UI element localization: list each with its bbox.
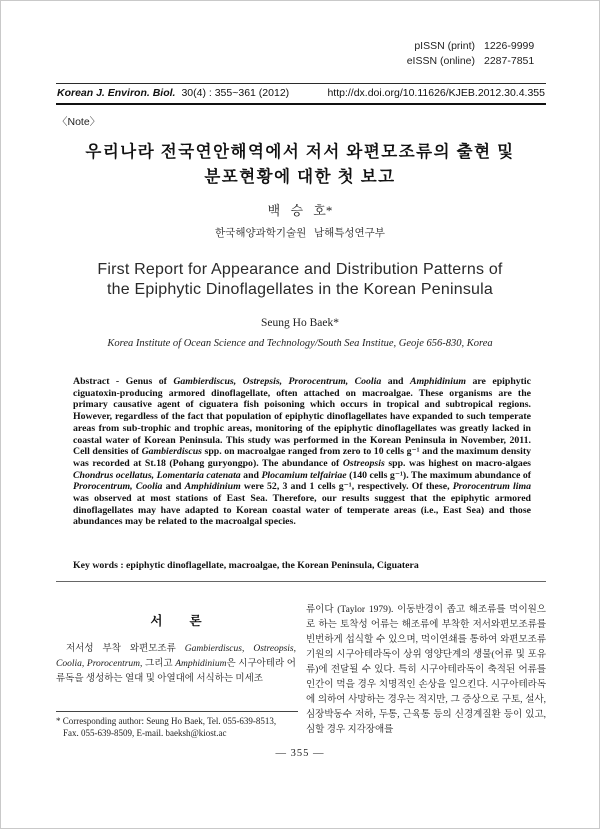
doi-text: http://dx.doi.org/10.11626/KJEB.2012.30.4.355 — [327, 87, 545, 99]
right-column — [306, 597, 546, 738]
korean-affiliation: 한국해양과학기술원 남해특성연구부 — [215, 228, 385, 239]
pissn-value: 1226-9999 — [484, 40, 535, 52]
pissn-label: pISSN (print) — [414, 40, 475, 52]
korean-author: 백 승 호* — [267, 203, 333, 218]
introduction-heading: 서 론 — [150, 614, 202, 628]
eissn-value: 2287-7851 — [484, 55, 535, 67]
corresponding-author-footnote — [56, 711, 298, 739]
english-title — [1, 260, 599, 300]
english-title-line2: the Epiphytic Dinoflagellates in the Korean Peninsula — [107, 281, 493, 298]
eissn-label: eISSN (online) — [406, 55, 475, 67]
english-affiliation: Korea Institute of Ocean Science and Technology/South Sea Institue, Geoje 656-830, Korea — [107, 338, 493, 349]
eissn-row — [407, 54, 544, 69]
korean-title — [1, 139, 599, 189]
page-number: — 355 — — [275, 748, 325, 759]
note-tag: 〈Note〉 — [57, 116, 101, 128]
section-divider-rule — [56, 581, 546, 582]
abstract-paragraph: Abstract - Genus of Gambierdiscus, Ostrepsis, Prorocentrum, Coolia and Amphidinium are epiphytic ciguatoxin-producing armored dinoflagellate, often attached on macroalgae. These organisms are the primary causative agent of ciguatera fish poisoning which occurs in tropical and subtropical regions. However, regardless of the fact that population of epiphytic dinoflagellates have expanded to such temperate areas from sub-trophic and trophic areas, monitoring of the epiphytic dinoflagellates was greatly lacked in coastal water of Korean Peninsula. This study was performed in the Korean Peninsula in November, 2011. Cell densities of Gambierdiscus spp. on macroalgae ranged from zero to 10 cells g⁻¹ and the maximum density was recorded at St.18 (Pohang guryongpo). The abundance of Ostreopsis spp. was highest on macro-algaes Chondrus ocellatus, Lomentaria catenata and Plocamium telfairiae (140 cells g⁻¹). The maximum abundance of Prorocentrum, Coolia and Amphidinium were 52, 3 and 1 cells g⁻¹, respectively. Of these, Prorocentrum lima was observed at most stations of East Sea. Therefore, our results suggest that the epiphytic armored dinoflagellates may have adapted to Korean coastal water of temperate areas (i.e., East Sea) and those abundances may be related to the macroalgal species. — [73, 376, 532, 528]
korean-title-line2: 분포현황에 대한 첫 보고 — [204, 167, 396, 186]
journal-citation — [57, 87, 289, 99]
journal-name: Korean J. Environ. Biol. — [57, 87, 176, 99]
introduction-paragraph-left: 저서성 부착 와편모조류 Gambierdiscus, Ostreopsis, Coolia, Prorocentrum, 그리고 Amphidinium은 시구아테라 어류독을 생성하는 열대 및 아열대에 서식하는 미세조 — [56, 644, 296, 684]
footnote-line1: * Corresponding author: Seung Ho Baek, Tel. 055-639-8513, — [56, 716, 277, 726]
english-author: Seung Ho Baek* — [261, 317, 339, 329]
journal-header-band — [56, 83, 546, 105]
pissn-row — [407, 39, 544, 54]
english-title-line1: First Report for Appearance and Distribution Patterns of — [97, 261, 503, 278]
korean-title-line1: 우리나라 전국연안해역에서 저서 와편모조류의 출현 및 — [85, 142, 515, 161]
keywords-line: Key words : epiphytic dinoflagellate, macroalgae, the Korean Peninsula, Ciguatera — [73, 560, 419, 571]
journal-volume-info: 30(4) : 355~361 (2012) — [181, 87, 290, 99]
introduction-paragraph-right: 류이다 (Taylor 1979). 이동반경이 좁고 해조류를 먹이원으로 하는 토착성 어류는 해조류에 부착한 저서와편모조류를 빈번하게 섭식할 수 있으며, 먹이연쇄를 통하여 와편모조류기원의 시구아테라독이 상위 영양단계의 생물(어류 및 포유류)에 전달될 수 있다. 특히 시구아테라독이 축적된 어류를 인간이 먹을 경우 치명적인 손상을 일으킨다. 시구아테라독에 의하여 사망하는 경우는 적지만, 그 증상으로 구토, 설사, 심장박동수 저하, 두통, 근육통 등의 신경계질환 등이 있고, 심할 경우 지각장애를 — [306, 605, 546, 735]
footnote-line2: Fax. 055-639-8509, E-mail. baeksh@kiost.ac — [63, 727, 227, 738]
issn-block — [407, 39, 544, 69]
